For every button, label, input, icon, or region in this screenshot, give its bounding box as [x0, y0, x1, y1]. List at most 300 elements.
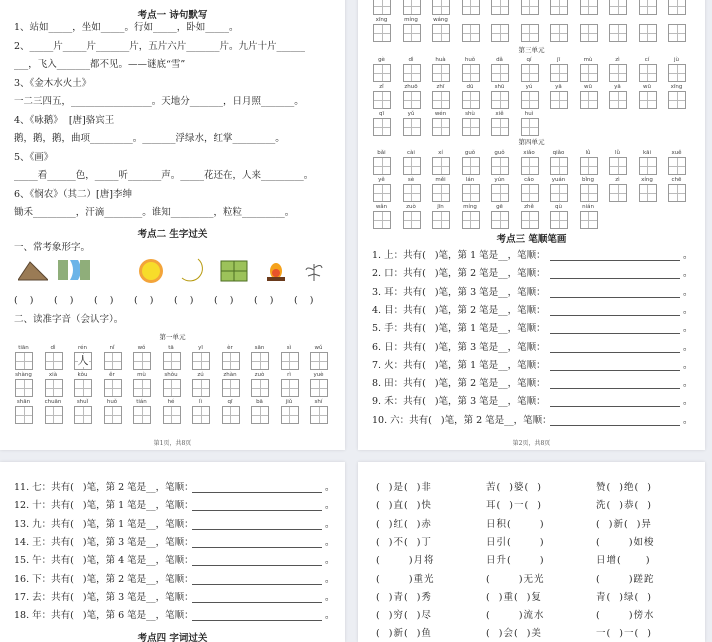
- pinyin-label: [633, 17, 662, 24]
- stroke-question: 15. 午：共有( )笔，第 4 笔是__，笔顺：: [14, 555, 194, 567]
- pinyin-cell: [373, 0, 390, 15]
- pinyin-cell: [639, 177, 656, 202]
- answer-line: [192, 482, 322, 493]
- pinyin-cell: [45, 345, 62, 370]
- pinyin-label: chē: [671, 177, 682, 183]
- pinyin-label: zǐ: [379, 84, 384, 90]
- pinyin-cell: [639, 0, 656, 15]
- period: 。: [325, 536, 335, 548]
- pinyin-cell: [281, 399, 298, 424]
- pinyin-cell: [192, 345, 209, 370]
- answer-parens: ( ): [294, 295, 314, 306]
- pinyin-cell: [403, 0, 420, 15]
- pinyin-cell: [491, 84, 508, 109]
- page-3: [0, 462, 345, 642]
- pinyin-cell: [163, 372, 180, 397]
- period: 。: [325, 573, 335, 585]
- writing-box: [580, 64, 598, 82]
- pinyin-label: shí: [314, 399, 323, 405]
- pinyin-label: huì: [524, 111, 534, 117]
- pinyin-label: zuò: [254, 372, 265, 378]
- answer-parens: ( ): [254, 295, 274, 306]
- pinyin-cell: [74, 399, 91, 424]
- writing-box: [432, 211, 450, 229]
- period: 。: [683, 341, 693, 353]
- writing-box: [609, 184, 627, 202]
- stroke-question: 17. 去：共有( )笔，第 3 笔是__，笔顺：: [14, 591, 194, 603]
- writing-box: [580, 157, 598, 175]
- pinyin-label: hé: [167, 399, 175, 405]
- answer-line: [192, 574, 322, 585]
- stroke-question: 9. 禾：共有( )笔，第 3 笔是__，笔顺：: [372, 396, 546, 408]
- pinyin-cell: [521, 17, 538, 42]
- period: 。: [683, 250, 693, 261]
- writing-box: [462, 184, 480, 202]
- writing-box: [521, 157, 539, 175]
- pinyin-label: yuán: [551, 177, 566, 183]
- writing-box: [462, 24, 480, 42]
- pinyin-cell: [491, 150, 508, 175]
- writing-box: [491, 64, 509, 82]
- pinyin-cell: [403, 84, 420, 109]
- answer-parens: ( ): [54, 295, 74, 306]
- pinyin-label: qí: [526, 57, 532, 63]
- idiom-blank: ( )是( )非: [376, 482, 432, 493]
- pinyin-label: shān: [16, 399, 31, 405]
- pinyin-cell: [373, 84, 390, 109]
- answer-line: [550, 378, 680, 389]
- period: 。: [325, 500, 335, 512]
- period: 。: [683, 396, 693, 408]
- pinyin-label: bǎi: [377, 150, 386, 156]
- pinyin-label: bā: [256, 399, 263, 405]
- pinyin-label: huà: [435, 57, 446, 63]
- writing-box: [74, 379, 92, 397]
- pinyin-cell: [373, 204, 390, 229]
- writing-box: [281, 352, 299, 370]
- writing-box: [373, 157, 391, 175]
- pinyin-cell: [133, 372, 150, 397]
- section-title-1: 考点一 诗句默写: [137, 10, 208, 21]
- idiom-blank: ( )月将: [376, 555, 435, 567]
- poem-line: 5、《画》: [14, 151, 54, 163]
- pinyin-label: xiǎo: [523, 150, 535, 156]
- writing-box: [373, 184, 391, 202]
- pinyin-label: sè: [407, 177, 415, 183]
- unit-3-label: 第三单元: [518, 46, 545, 54]
- question-pinyin: 二、读准字音（会认字）。: [14, 314, 124, 325]
- writing-box: [373, 118, 391, 136]
- pinyin-label: zhī: [436, 84, 445, 90]
- pinyin-cell: [373, 111, 390, 136]
- pinyin-cell: [491, 204, 508, 229]
- answer-line: [550, 396, 680, 407]
- pinyin-cell: [639, 84, 656, 109]
- pinyin-label: cǎo: [524, 177, 534, 183]
- pinyin-label: qī: [378, 111, 385, 117]
- idiom-blank: ( )重光: [376, 573, 435, 585]
- idiom-blank: ( )不( )丁: [376, 536, 432, 548]
- writing-box: [133, 352, 151, 370]
- pinyin-label: shù: [465, 111, 475, 117]
- period: 。: [325, 518, 335, 530]
- idiom-blank: ( )青( )秀: [376, 591, 432, 603]
- pinyin-cell: [222, 372, 239, 397]
- pinyin-label: měi: [435, 177, 446, 183]
- period: 。: [683, 359, 693, 371]
- pinyin-cell: [192, 372, 209, 397]
- pinyin-label: zhàn: [223, 372, 237, 378]
- writing-box: [403, 118, 421, 136]
- period: 。: [683, 286, 693, 298]
- pinyin-label: rì: [287, 372, 291, 378]
- poem-line: 一二三四五，_________________。天地分_______，日月照_______。: [14, 96, 304, 107]
- answer-line: [550, 287, 680, 298]
- pinyin-label: [574, 17, 603, 24]
- stroke-question: 2. 口：共有( )笔，第 2 笔是__，笔顺：: [372, 268, 546, 280]
- writing-box: [373, 0, 391, 15]
- answer-line: [550, 268, 680, 279]
- writing-box: [163, 379, 181, 397]
- writing-box: [580, 184, 598, 202]
- writing-box: [403, 24, 421, 42]
- writing-box: [163, 406, 181, 424]
- pinyin-label: jīn: [437, 204, 444, 210]
- pinyin-label: cài: [407, 150, 415, 156]
- writing-box: [403, 0, 421, 15]
- pinyin-label: [485, 17, 514, 24]
- poem-line: 1、站如_____，坐如_____。行如_____，卧如_____。: [14, 22, 239, 33]
- writing-box: [668, 157, 686, 175]
- pinyin-label: chuān: [44, 399, 62, 405]
- writing-box: [491, 24, 509, 42]
- pinyin-cell: [609, 57, 626, 82]
- pinyin-cell: [550, 0, 567, 15]
- pinyin-label: bǐng: [582, 177, 594, 183]
- pinyin-label: qī: [227, 399, 233, 405]
- pinyin-label: wén: [434, 111, 447, 117]
- writing-box: [45, 406, 63, 424]
- pinyin-label: nián: [582, 204, 594, 210]
- period: 。: [325, 591, 335, 603]
- pinyin-cell: [462, 0, 479, 15]
- writing-box: [192, 352, 210, 370]
- moon-icon: [180, 258, 206, 284]
- pinyin-label: shū: [494, 84, 505, 90]
- page-footer: 第1页，共8页: [153, 440, 192, 447]
- pinyin-cell: [251, 345, 268, 370]
- writing-box: [104, 406, 122, 424]
- writing-box: [462, 118, 480, 136]
- pinyin-cell: [74, 372, 91, 397]
- pinyin-label: sì: [286, 345, 292, 351]
- poem-line: ___，飞入_______都不见。——谜底“雪”: [14, 59, 186, 70]
- writing-box: [550, 0, 568, 15]
- writing-box: [639, 157, 657, 175]
- pinyin-cell: [550, 177, 567, 202]
- answer-line: [550, 342, 680, 353]
- pinyin-label: lì: [198, 399, 203, 405]
- pinyin-label: xí: [438, 150, 443, 156]
- pinyin-cell: [281, 372, 298, 397]
- pinyin-cell: [251, 372, 268, 397]
- writing-box: [521, 211, 539, 229]
- pinyin-cell: [521, 111, 538, 136]
- writing-box: [668, 184, 686, 202]
- pinyin-cell: [133, 399, 150, 424]
- pinyin-cell: [462, 204, 479, 229]
- pinyin-cell: [521, 177, 538, 202]
- idiom-blank: 日积( ): [486, 518, 545, 530]
- pinyin-cell: [491, 177, 508, 202]
- pinyin-cell: [580, 17, 597, 42]
- pinyin-cell: [403, 57, 420, 82]
- pinyin-cell: [310, 372, 327, 397]
- idiom-blank: 青( )绿( ): [596, 591, 652, 603]
- idiom-blank: ( )流水: [486, 610, 545, 622]
- pinyin-label: huǒ: [464, 57, 476, 63]
- writing-box: [222, 352, 240, 370]
- pinyin-label: cí: [644, 57, 650, 63]
- writing-box: [550, 211, 568, 229]
- writing-box: [521, 184, 539, 202]
- stroke-question: 7. 火：共有( )笔，第 1 笔是__，笔顺：: [372, 359, 546, 371]
- pinyin-label: yā: [555, 84, 562, 90]
- poem-line: 鹅，鹅，鹅，曲项_________。_______浮绿水，红掌_________。: [14, 133, 285, 144]
- writing-box: [310, 352, 328, 370]
- pinyin-label: yā: [614, 84, 621, 90]
- pinyin-label: rén: [77, 345, 87, 351]
- writing-box: [580, 211, 598, 229]
- question-pictographs: 一、常考象形字。: [14, 242, 91, 253]
- writing-box: [403, 64, 421, 82]
- pinyin-label: zú: [197, 372, 204, 378]
- writing-box: [432, 118, 450, 136]
- pinyin-cell: [15, 345, 32, 370]
- writing-box: [639, 0, 657, 15]
- pinyin-cell: [521, 204, 538, 229]
- pinyin-cell: [432, 57, 449, 82]
- stroke-question: 5. 手：共有( )笔，第 1 笔是__，笔顺：: [372, 323, 546, 335]
- unit-4-label: 第四单元: [518, 138, 545, 146]
- pinyin-cell: [192, 399, 209, 424]
- pinyin-cell: [432, 204, 449, 229]
- pinyin-cell: [373, 150, 390, 175]
- pinyin-cell: [491, 111, 508, 136]
- idiom-blank: ( )直( )快: [376, 500, 432, 512]
- pinyin-cell: [74, 345, 91, 370]
- idiom-blank: 日增( ): [596, 555, 651, 567]
- pinyin-label: [544, 17, 573, 24]
- writing-box: [133, 406, 151, 424]
- pinyin-label: lǜ: [614, 150, 620, 156]
- writing-box: [251, 379, 269, 397]
- pinyin-cell: [639, 57, 656, 82]
- stroke-question: 6. 日：共有( )笔，第 3 笔是__，笔顺：: [372, 341, 546, 353]
- idiom-blank: ( )新( )异: [596, 518, 652, 530]
- poem-line: 4、《咏鹅》 [唐]骆宾王: [14, 114, 115, 126]
- pinyin-cell: [550, 84, 567, 109]
- pinyin-label: zhě: [524, 204, 534, 210]
- pinyin-cell: [403, 111, 420, 136]
- pinyin-cell: [45, 399, 62, 424]
- stroke-question: 1. 上：共有( )笔，第 1 笔是__，笔顺：: [372, 250, 546, 261]
- pinyin-cell: [462, 84, 479, 109]
- writing-box: [550, 24, 568, 42]
- pinyin-label: xīng: [670, 84, 683, 90]
- period: 。: [683, 414, 693, 426]
- pinyin-label: kāi: [642, 150, 652, 156]
- writing-box: [668, 64, 686, 82]
- poem-line: 2、_____片_____片_______片，五片六片_______片。九片十片______: [14, 40, 306, 52]
- writing-box: [462, 64, 480, 82]
- pinyin-label: tiān: [18, 345, 29, 351]
- page-1: [0, 0, 345, 450]
- pinyin-cell: [491, 17, 508, 42]
- writing-box: [432, 0, 450, 15]
- pinyin-label: nǐ: [109, 345, 115, 351]
- pinyin-label: xuě: [671, 150, 682, 156]
- writing-box: [15, 352, 33, 370]
- pinyin-label: zhuō: [404, 84, 418, 90]
- pinyin-label: kǒu: [77, 372, 88, 378]
- writing-box: [192, 406, 210, 424]
- writing-box: [104, 352, 122, 370]
- pinyin-cell: [222, 399, 239, 424]
- pinyin-cell: [580, 150, 597, 175]
- pinyin-cell: [521, 150, 538, 175]
- pinyin-cell: [373, 177, 390, 202]
- pinyin-label: qiǎo: [552, 150, 565, 156]
- writing-box: [251, 352, 269, 370]
- writing-box: [521, 0, 539, 15]
- answer-parens: ( ): [174, 295, 194, 306]
- answer-line: [192, 555, 322, 566]
- answer-line: [550, 305, 680, 316]
- answer-parens: ( ): [94, 295, 114, 306]
- writing-box: [639, 24, 657, 42]
- writing-box: [491, 157, 509, 175]
- pinyin-label: guǒ: [494, 150, 505, 156]
- pinyin-cell: [15, 399, 32, 424]
- pinyin-cell: [609, 84, 626, 109]
- pinyin-cell: [580, 84, 597, 109]
- pinyin-label: gē: [496, 204, 503, 210]
- pinyin-label: sān: [254, 345, 265, 351]
- idiom-blank: 日引( ): [486, 536, 545, 548]
- writing-box: [133, 379, 151, 397]
- pinyin-label: qù: [555, 204, 562, 210]
- pinyin-label: jù: [673, 57, 679, 63]
- pinyin-cell: [668, 84, 685, 109]
- pinyin-cell: [521, 57, 538, 82]
- pinyin-cell: [550, 150, 567, 175]
- pinyin-cell: [521, 0, 538, 15]
- writing-box: [491, 118, 509, 136]
- writing-box: [281, 379, 299, 397]
- pinyin-label: gè: [378, 57, 385, 63]
- idiom-blank: ( )会( )美: [486, 628, 542, 640]
- idiom-blank: ( )傍水: [596, 610, 655, 622]
- pinyin-cell: [432, 111, 449, 136]
- poem-line: 锄禾_________，汗滴________。谁知_________，粒粒_________。: [14, 207, 295, 218]
- pinyin-label: huǒ: [106, 399, 118, 405]
- idiom-blank: 一( )一( ): [596, 628, 652, 640]
- writing-box: [222, 406, 240, 424]
- pinyin-cell: [373, 57, 390, 82]
- idiom-blank: 洗( )恭( ): [596, 500, 652, 512]
- pinyin-label: lǜ: [585, 150, 591, 156]
- writing-box: [403, 184, 421, 202]
- unit-1-label: 第一单元: [159, 333, 186, 341]
- pinyin-label: wáng: [433, 17, 448, 23]
- answer-line: [192, 592, 322, 603]
- pinyin-label: wǔ: [314, 345, 323, 351]
- pinyin-cell: [310, 345, 327, 370]
- writing-box: [639, 184, 657, 202]
- writing-box: [491, 184, 509, 202]
- pinyin-label: wū: [643, 84, 651, 90]
- period: 。: [325, 555, 335, 567]
- writing-box: [432, 64, 450, 82]
- pinyin-label: xīng: [375, 17, 388, 23]
- stroke-question: 14. 王：共有( )笔，第 3 笔是__，笔顺：: [14, 536, 194, 548]
- pinyin-label: dì: [50, 345, 56, 351]
- writing-box: [609, 0, 627, 15]
- pinyin-cell: [45, 372, 62, 397]
- writing-box: [15, 379, 33, 397]
- pinyin-label: yǔ: [407, 111, 415, 117]
- writing-box: [310, 406, 328, 424]
- idiom-blank: ( )红( )赤: [376, 518, 432, 530]
- pinyin-label: wǎn: [375, 204, 388, 210]
- pinyin-cell: [521, 84, 538, 109]
- pinyin-label: wǒ: [137, 345, 146, 351]
- pinyin-cell: [609, 0, 626, 15]
- pinyin-label: zì: [615, 177, 620, 183]
- pinyin-cell: [491, 57, 508, 82]
- pinyin-cell: [550, 57, 567, 82]
- writing-box: [491, 91, 509, 109]
- poem-line: 3、《金木水火土》: [14, 77, 92, 89]
- pinyin-label: [456, 17, 485, 24]
- answer-line: [192, 537, 322, 548]
- period: 。: [683, 378, 693, 390]
- pinyin-cell: [550, 17, 567, 42]
- pinyin-cell: [432, 84, 449, 109]
- pinyin-cell: [104, 372, 121, 397]
- pinyin-cell: [462, 111, 479, 136]
- pinyin-label: ěr: [109, 372, 115, 378]
- section-title-2: 考点二 生字过关: [137, 229, 208, 240]
- pinyin-label: shuǐ: [76, 399, 89, 405]
- river-icon: [58, 258, 90, 282]
- writing-box: [580, 24, 598, 42]
- stroke-question: 16. 下：共有( )笔，第 2 笔是__，笔顺：: [14, 573, 194, 585]
- writing-box: [521, 24, 539, 42]
- writing-box: [462, 91, 480, 109]
- writing-box: [462, 157, 480, 175]
- field-icon: [220, 260, 248, 282]
- idiom-blank: ( )无光: [486, 573, 545, 585]
- pinyin-label: lán: [465, 177, 475, 183]
- pinyin-cell: [432, 150, 449, 175]
- pinyin-cell: [491, 0, 508, 15]
- pinyin-label: [515, 17, 544, 24]
- stroke-question: 18. 年：共有( )笔，第 6 笔是__，笔顺：: [14, 610, 194, 622]
- pinyin-cell: [550, 204, 567, 229]
- pinyin-cell: [104, 399, 121, 424]
